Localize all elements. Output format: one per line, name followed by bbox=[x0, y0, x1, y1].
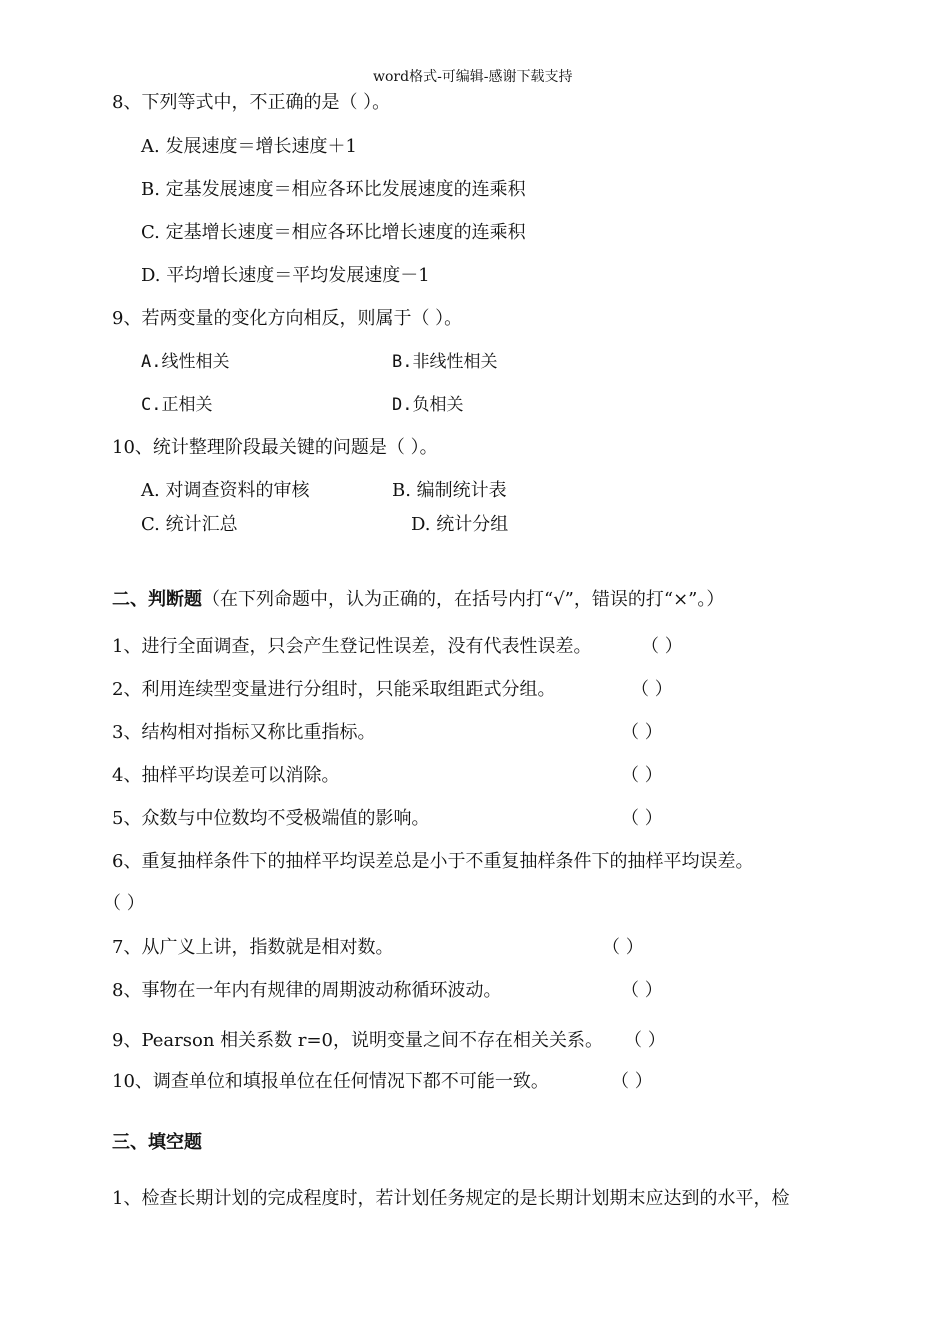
judgement-blank-6[interactable]: （ ） bbox=[103, 893, 145, 914]
section-2-instructions: （在下列命题中，认为正确的，在括号内打“√”，错误的打“×”。） bbox=[202, 589, 725, 610]
judgement-blank-8[interactable]: （ ） bbox=[621, 980, 663, 1001]
question-9-stem: 9、若两变量的变化方向相反，则属于（ ）。 bbox=[112, 308, 463, 329]
question-9-option-b: B.非线性相关 bbox=[392, 352, 498, 372]
question-8-stem: 8、下列等式中，不正确的是（ ）。 bbox=[112, 92, 391, 113]
question-9-option-c: C.正相关 bbox=[141, 395, 213, 415]
judgement-item-5: 5、众数与中位数均不受极端值的影响。 bbox=[112, 808, 430, 829]
judgement-blank-4[interactable]: （ ） bbox=[621, 765, 663, 786]
question-9-option-d: D.负相关 bbox=[392, 395, 464, 415]
judgement-item-9: 9、Pearson 相关系数 r=0，说明变量之间不存在相关关系。 bbox=[112, 1030, 603, 1051]
judgement-item-8: 8、事物在一年内有规律的周期波动称循环波动。 bbox=[112, 980, 502, 1001]
judgement-item-2: 2、利用连续型变量进行分组时，只能采取组距式分组。 bbox=[112, 679, 556, 700]
judgement-item-6: 6、重复抽样条件下的抽样平均误差总是小于不重复抽样条件下的抽样平均误差。 bbox=[112, 851, 754, 872]
question-10-option-a: A. 对调查资料的审核 bbox=[141, 480, 310, 501]
question-8-option-b: B. 定基发展速度＝相应各环比发展速度的连乘积 bbox=[141, 179, 526, 200]
judgement-blank-1[interactable]: （ ） bbox=[641, 636, 683, 657]
section-2-heading bbox=[112, 589, 724, 611]
judgement-blank-5[interactable]: （ ） bbox=[621, 808, 663, 829]
judgement-blank-2[interactable]: （ ） bbox=[631, 679, 673, 700]
fill-blank-item-1: 1、检查长期计划的完成程度时，若计划任务规定的是长期计划期末应达到的水平，检 bbox=[112, 1188, 790, 1209]
question-10-option-c: C. 统计汇总 bbox=[141, 514, 238, 535]
question-8-option-d: D. 平均增长速度＝平均发展速度－1 bbox=[141, 265, 430, 286]
judgement-blank-10[interactable]: （ ） bbox=[611, 1071, 653, 1092]
judgement-item-10: 10、调查单位和填报单位在任何情况下都不可能一致。 bbox=[112, 1071, 549, 1092]
judgement-item-4: 4、抽样平均误差可以消除。 bbox=[112, 765, 340, 786]
question-10-stem: 10、统计整理阶段最关键的问题是（ ）。 bbox=[112, 437, 438, 458]
judgement-blank-7[interactable]: （ ） bbox=[602, 937, 644, 958]
judgement-item-1: 1、进行全面调查，只会产生登记性误差，没有代表性误差。 bbox=[112, 636, 592, 657]
question-10-option-b: B. 编制统计表 bbox=[392, 480, 507, 501]
judgement-item-7: 7、从广义上讲，指数就是相对数。 bbox=[112, 937, 394, 958]
judgement-item-3: 3、结构相对指标又称比重指标。 bbox=[112, 722, 376, 743]
question-8-option-a: A. 发展速度＝增长速度＋1 bbox=[141, 136, 357, 157]
question-8-option-c: C. 定基增长速度＝相应各环比增长速度的连乘积 bbox=[141, 222, 526, 243]
question-10-option-d: D. 统计分组 bbox=[411, 514, 509, 535]
judgement-blank-9[interactable]: （ ） bbox=[624, 1030, 666, 1051]
judgement-blank-3[interactable]: （ ） bbox=[621, 722, 663, 743]
question-9-option-a: A.线性相关 bbox=[141, 352, 230, 372]
section-2-title: 二、判断题 bbox=[112, 589, 202, 610]
section-3-title: 三、填空题 bbox=[112, 1132, 202, 1153]
page-header: word格式-可编辑-感谢下载支持 bbox=[373, 69, 573, 85]
